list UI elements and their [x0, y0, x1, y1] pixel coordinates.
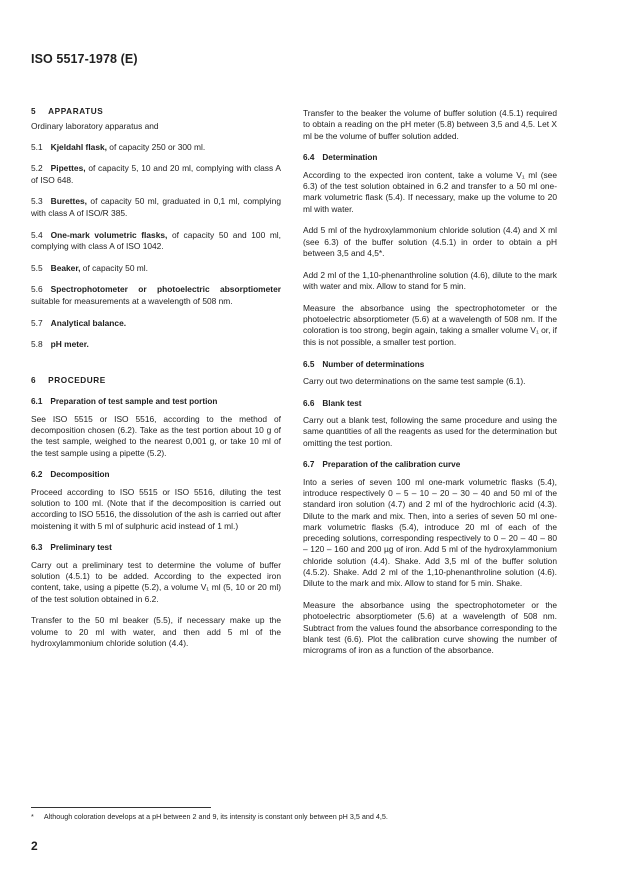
footnote [31, 812, 571, 821]
apparatus-item-label: Spectrophotometer or photoelectric absorptiometer [50, 284, 281, 295]
section-6-4-paragraph-1: According to the expected iron content, take a volume V₁ ml (see 6.3) of the test solution obtained in 6.2 and transfer to a 50 ml one-mark volumetric flask (5.4). If necessary, make up the volume to 20 ml with water. [303, 169, 557, 214]
apparatus-item-number: 5.8 [31, 339, 43, 350]
section-6-3-paragraph-1: Carry out a preliminary test to determine the volume of buffer solution (4.5.1) to be added. According to the expected iron content, take, using a pipette (5.2), a volume V₁ ml (5, 10 or 20 ml) of the test solution obtained in 6.2. [31, 559, 281, 604]
section-6-heading: 6 PROCEDURE [31, 376, 106, 386]
section-6-3-paragraph-2: Transfer to the 50 ml beaker (5.5), if necessary make up the volume to 20 ml with water, and then add 5 ml of the hydroxylammonium chloride solution (4.4). [31, 615, 281, 648]
apparatus-item [31, 263, 281, 274]
footnote-mark: * [31, 812, 34, 821]
apparatus-item [31, 163, 281, 186]
section-6-4-paragraph-3: Add 2 ml of the 1,10-phenanthroline solution (4.6), dilute to the mark with water and mix. Allow to stand for 5 min. [303, 269, 557, 292]
document-id: ISO 5517-1978 (E) [31, 52, 138, 66]
section-6-4-heading: 6.4 Determination [303, 153, 378, 163]
apparatus-item-number: 5.1 [31, 141, 43, 152]
section-6-2-heading: 6.2 Decomposition [31, 470, 110, 480]
right-column [303, 108, 557, 667]
apparatus-item-number: 5.4 [31, 229, 43, 240]
section-6-1-text: See ISO 5515 or ISO 5516, according to the method of decomposition chosen (6.2). Take as the test portion about 10 g of the test sample, weighed to the nearest 0,001 g, or take 10 ml of the test sample using a pipette (5.2). [31, 413, 281, 458]
apparatus-item-label: One-mark volumetric flasks, [50, 229, 168, 240]
apparatus-item-label: Burettes, [50, 196, 87, 207]
apparatus-item-number: 5.7 [31, 317, 43, 328]
apparatus-item-text: of capacity 50 and 100 ml, complying with class A of ISO 1042. [31, 229, 281, 251]
section-6-2-text: Proceed according to ISO 5515 or ISO 5516, diluting the test solution to 100 ml. (Note that if the decomposition is carried out according to ISO 5516, the dissolution of the ash is carried out after moistening it with 5 ml of sulphuric acid instead of 1 ml.) [31, 486, 281, 531]
section-6-4-paragraph-4: Measure the absorbance using the spectrophotometer or the photoelectric absorptiometer (5.6) at a wavelength of 508 nm. If the coloration is too strong, begin again, taking a smaller volume V₁ or, if this is not possible, a smaller test portion. [303, 302, 557, 347]
footnote-text: Although coloration develops at a pH between 2 and 9, its intensity is constant only between pH 3,5 and 4,5. [43, 812, 388, 821]
apparatus-item-text: of capacity 50 ml, graduated in 0,1 ml, complying with class A of ISO/R 385. [31, 196, 281, 218]
footnote-divider [31, 807, 211, 808]
apparatus-list [31, 142, 281, 351]
apparatus-item-label: Pipettes, [50, 163, 86, 174]
apparatus-item-text: of capacity 5, 10 and 20 ml, complying with class A of ISO 648. [31, 163, 281, 185]
apparatus-item [31, 284, 281, 307]
section-6-3-heading: 6.3 Preliminary test [31, 543, 112, 553]
section-5-intro: Ordinary laboratory apparatus and [31, 121, 159, 132]
apparatus-item-label: pH meter. [50, 339, 89, 350]
section-6-7-heading: 6.7 Preparation of the calibration curve [303, 460, 461, 470]
apparatus-item-number: 5.2 [31, 163, 43, 174]
apparatus-item-number: 5.5 [31, 262, 43, 273]
apparatus-item [31, 142, 281, 153]
apparatus-item-label: Beaker, [50, 262, 81, 273]
section-6-7-paragraph-1: Into a series of seven 100 ml one-mark volumetric flasks (5.4), introduce respectively 0 – 5 – 10 – 20 – 30 – 40 and 50 ml of the standard iron solution (4.7) and 2 ml of the hydrochloric acid (4.3). Dilute to the mark and mix. Then, into a series of seven 50 ml one-mark volumetric flasks (5.4), introduce 20 ml of each of the preceding solutions, corresponding respectively to 0 – 20 – 40 – 80 – 120 – 160 and 200 µg of iron. Add 5 ml of the hydroxylammonium chloride solution (4.4). Shake. Add 3,5 ml of the buffer solution (4.5.2). Shake. Add 2 ml of the 1,10-phenanthroline solution (4.6). Dilute to the mark and mix. Allow to stand for 5 min. Shake. [303, 476, 557, 589]
apparatus-item-text: suitable for measurements at a wavelength of 508 nm. [31, 295, 233, 306]
section-6-1-heading: 6.1 Preparation of test sample and test portion [31, 397, 218, 407]
section-6-7-paragraph-2: Measure the absorbance using the spectrophotometer or the photoelectric absorptiometer (5.6) at a wavelength of 508 nm. Subtract from the values found the absorbance corresponding to the blank test (6.6). Plot the calibration curve showing the number of micrograms of iron as a function of the absorbance. [303, 600, 557, 656]
page-number: 2 [31, 839, 38, 853]
apparatus-item [31, 196, 281, 219]
left-column [31, 106, 281, 660]
section-6-4-paragraph-2: Add 5 ml of the hydroxylammonium chloride solution (4.4) and X ml (see 6.3) of the buffer solution (4.5.1) in order to obtain a pH between 3,5 and 4,5*. [303, 225, 557, 258]
section-6-5-heading: 6.5 Number of determinations [303, 359, 425, 369]
apparatus-item-number: 5.3 [31, 196, 43, 207]
section-5-heading: 5 APPARATUS [31, 107, 104, 116]
apparatus-item-text: of capacity 50 ml. [80, 262, 148, 273]
section-6-6-text: Carry out a blank test, following the same procedure and using the same quantities of all the reagents as used for the determination but omitting the test portion. [303, 414, 557, 448]
apparatus-item [31, 230, 281, 253]
apparatus-item [31, 339, 281, 350]
apparatus-item-text: of capacity 250 or 300 ml. [106, 141, 206, 152]
section-6-6-heading: 6.6 Blank test [303, 398, 362, 408]
buffer-transfer-paragraph: Transfer to the beaker the volume of buffer solution (4.5.1) required to obtain a reading on the pH meter (5.8) between 3,5 and 4,5. Let X ml be the volume of buffer solution added. [303, 108, 557, 141]
apparatus-item [31, 318, 281, 329]
apparatus-item-label: Kjeldahl flask, [50, 141, 107, 152]
apparatus-item-label: Analytical balance. [50, 317, 127, 328]
apparatus-item-number: 5.6 [31, 284, 43, 295]
section-6-5-text: Carry out two determinations on the same test sample (6.1). [303, 375, 526, 386]
